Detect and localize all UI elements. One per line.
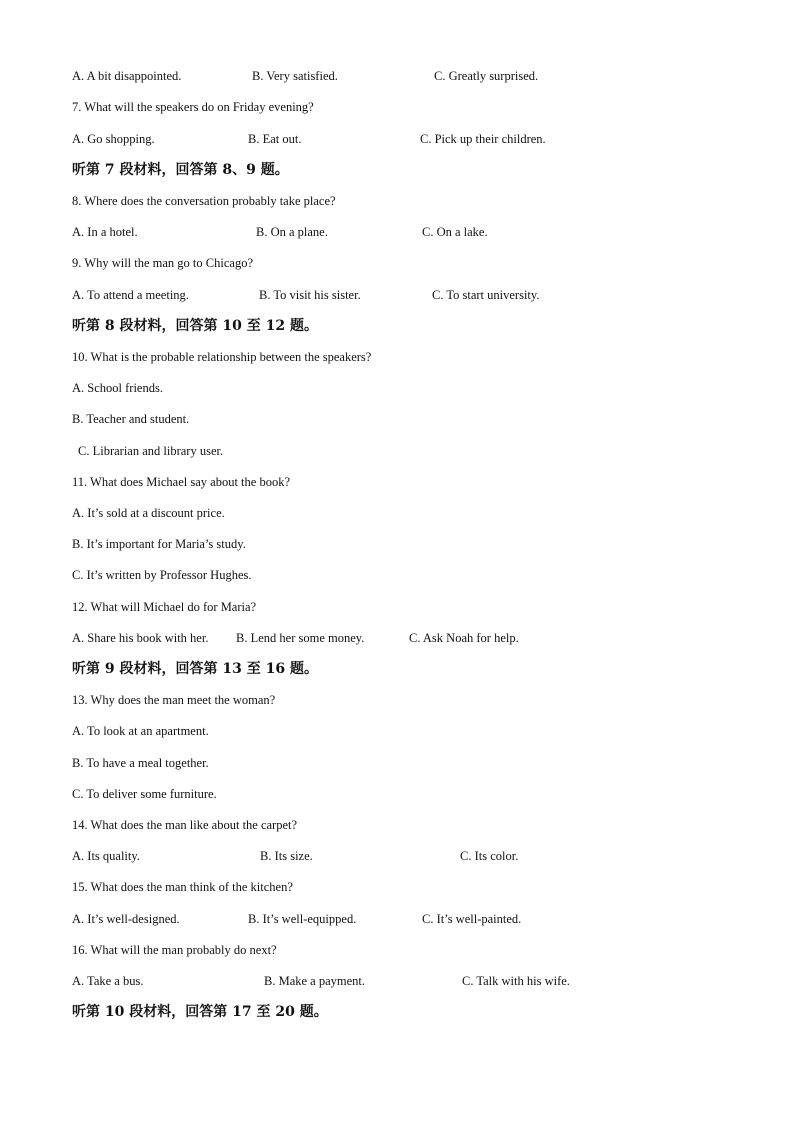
q6-option-b: B. Very satisfied. — [252, 69, 338, 83]
q6-option-c: C. Greatly surprised. — [434, 69, 539, 83]
q13-option-b: B. To have a meal together. — [72, 756, 209, 770]
q12-option-a: A. Share his book with her. — [72, 631, 209, 645]
q12-options-row — [72, 630, 794, 646]
q10-question: 10. What is the probable relationship between the speakers? — [72, 350, 372, 364]
q7-options-row — [72, 131, 794, 147]
q12-option-c: C. Ask Noah for help. — [409, 631, 519, 645]
q14-option-b: B. Its size. — [260, 849, 313, 863]
q14-question: 14. What does the man like about the carpet? — [72, 818, 298, 832]
q12-option-b: B. Lend her some money. — [236, 631, 365, 645]
q16-option-c: C. Talk with his wife. — [462, 974, 570, 988]
q9-question: 9. Why will the man go to Chicago? — [72, 256, 253, 270]
q11-option-b: B. It’s important for Maria’s study. — [72, 537, 246, 551]
q14-options-row — [72, 848, 794, 864]
q15-options-row — [72, 911, 794, 927]
q10-option-b: B. Teacher and student. — [72, 412, 190, 426]
q16-option-a: A. Take a bus. — [72, 974, 144, 988]
q7-option-c: C. Pick up their children. — [420, 132, 546, 146]
q7-option-a: A. Go shopping. — [72, 132, 155, 146]
q9-option-b: B. To visit his sister. — [259, 288, 361, 302]
q15-question: 15. What does the man think of the kitchen? — [72, 880, 293, 894]
q10-option-c: C. Librarian and library user. — [78, 444, 224, 458]
q8-option-c: C. On a lake. — [422, 225, 488, 239]
q7-option-b: B. Eat out. — [248, 132, 302, 146]
q16-question: 16. What will the man probably do next? — [72, 943, 277, 957]
q14-option-a: A. Its quality. — [72, 849, 140, 863]
q9-options-row — [72, 287, 794, 303]
q10-option-a: A. School friends. — [72, 381, 163, 395]
q9-option-a: A. To attend a meeting. — [72, 288, 189, 302]
q16-options-row — [72, 973, 794, 989]
q14-option-c: C. Its color. — [460, 849, 519, 863]
q11-option-c: C. It’s written by Professor Hughes. — [72, 568, 252, 582]
q11-option-a: A. It’s sold at a discount price. — [72, 506, 225, 520]
q16-option-b: B. Make a payment. — [264, 974, 366, 988]
q7-question: 7. What will the speakers do on Friday evening? — [72, 100, 314, 114]
q13-question: 13. Why does the man meet the woman? — [72, 693, 276, 707]
q8-option-a: A. In a hotel. — [72, 225, 138, 239]
section-7-heading: 听第 7 段材料，回答第 8、9 题。 — [72, 162, 289, 178]
q15-option-b: B. It’s well-equipped. — [248, 912, 357, 926]
q8-option-b: B. On a plane. — [256, 225, 328, 239]
q6-options-row — [72, 68, 794, 84]
q12-question: 12. What will Michael do for Maria? — [72, 600, 257, 614]
q15-option-a: A. It’s well-designed. — [72, 912, 180, 926]
q6-option-a: A. A bit disappointed. — [72, 69, 182, 83]
q9-option-c: C. To start university. — [432, 288, 540, 302]
q8-question: 8. Where does the conversation probably take place? — [72, 194, 336, 208]
section-8-heading: 听第 8 段材料，回答第 10 至 12 题。 — [72, 318, 318, 334]
q13-option-a: A. To look at an apartment. — [72, 724, 209, 738]
q15-option-c: C. It’s well-painted. — [422, 912, 522, 926]
section-9-heading: 听第 9 段材料，回答第 13 至 16 题。 — [72, 661, 318, 677]
q8-options-row — [72, 224, 794, 240]
q11-question: 11. What does Michael say about the book? — [72, 475, 290, 489]
q13-option-c: C. To deliver some furniture. — [72, 787, 217, 801]
section-10-heading: 听第 10 段材料，回答第 17 至 20 题。 — [72, 1004, 328, 1020]
